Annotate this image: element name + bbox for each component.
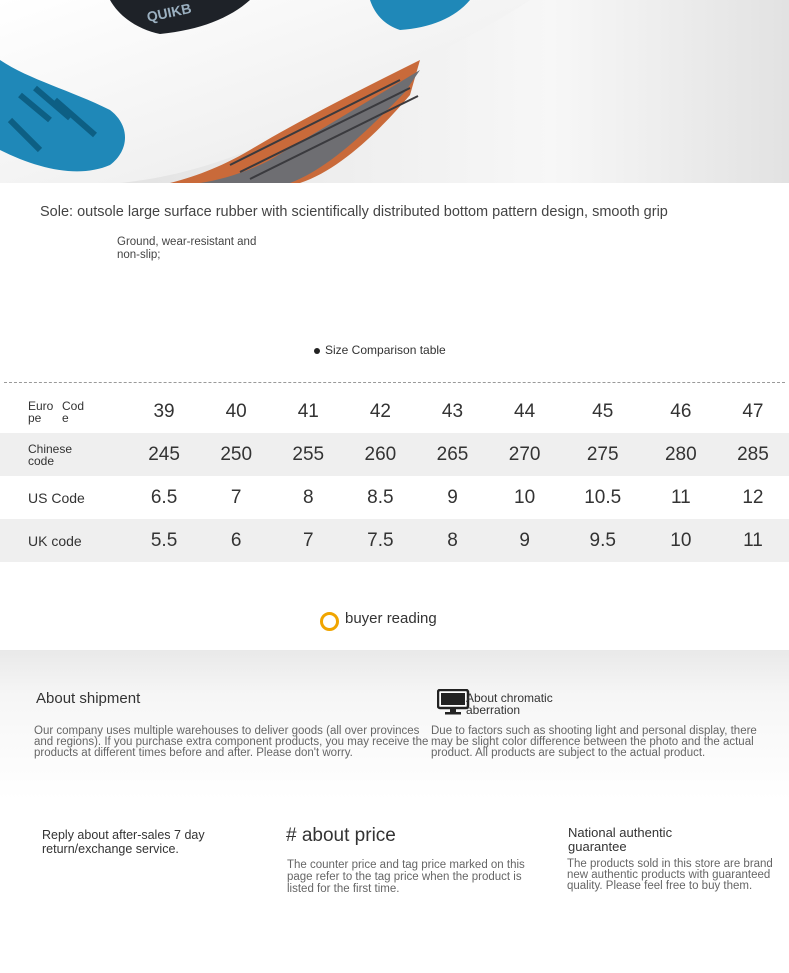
table-cell: 45 <box>592 400 614 422</box>
row-label-part: Code <box>62 398 85 425</box>
table-cell: 7 <box>230 486 242 508</box>
table-row-europe <box>0 390 789 433</box>
bullet-icon <box>314 348 320 354</box>
brand-text: QUIKB <box>145 0 193 25</box>
table-cell: 12 <box>742 486 764 508</box>
table-cell: 5.5 <box>128 519 200 562</box>
table-cell: 41 <box>297 400 319 422</box>
table-cell: 9 <box>489 519 561 562</box>
table-cell: 46 <box>670 400 692 422</box>
table-cell: 285 <box>717 433 789 476</box>
sole-description: Sole: outsole large surface rubber with scientifically distributed bottom pattern design, smooth grip <box>40 204 668 220</box>
table-cell: 255 <box>272 433 344 476</box>
table-cell: 245 <box>128 433 200 476</box>
table-cell: 47 <box>742 400 764 422</box>
table-cell: 280 <box>645 433 717 476</box>
table-cell: 6 <box>200 519 272 562</box>
table-cell: 8 <box>416 519 488 562</box>
table-cell: 10 <box>514 486 536 508</box>
table-row-us <box>0 476 789 519</box>
row-label-us: US Code <box>28 489 85 506</box>
circle-icon <box>320 612 339 631</box>
shipment-title: About shipment <box>36 690 141 707</box>
table-cell: 265 <box>416 433 488 476</box>
table-cell: 8.5 <box>367 486 394 508</box>
table-cell: 43 <box>441 400 464 422</box>
table-cell: 40 <box>225 400 247 422</box>
dashed-divider <box>4 382 785 383</box>
authentic-body: The products sold in this store are brand new authentic products with guaranteed quality. Please feel free to buy them. <box>567 858 773 892</box>
table-cell: 39 <box>153 400 175 422</box>
size-table-title-text: Size Comparison table <box>325 343 446 357</box>
size-comparison-table <box>0 390 789 562</box>
shoe-sole-photo <box>0 0 789 183</box>
table-cell: 11 <box>670 486 691 508</box>
table-cell: 6.5 <box>150 486 178 508</box>
table-cell: 42 <box>369 400 391 422</box>
table-cell: 275 <box>561 433 645 476</box>
table-cell: 9 <box>447 486 458 508</box>
row-label-uk: UK code <box>0 519 128 562</box>
shipment-body: Our company uses multiple warehouses to deliver goods (all over provinces and regions). If you purchase extra component products, you may receive the products at different times before and after. Please don't worry. <box>34 725 429 759</box>
table-cell: 9.5 <box>561 519 645 562</box>
table-cell: 11 <box>717 519 789 562</box>
table-cell: 270 <box>489 433 561 476</box>
table-row-chinese <box>0 433 789 476</box>
table-cell: 44 <box>514 400 536 422</box>
row-label-part: Europe <box>28 398 54 425</box>
table-cell: 7.5 <box>344 519 416 562</box>
table-cell: 260 <box>344 433 416 476</box>
table-cell: 250 <box>200 433 272 476</box>
sole-note: Ground, wear-resistant and non-slip; <box>117 236 257 261</box>
table-cell: 10.5 <box>584 486 622 508</box>
table-cell: 10 <box>645 519 717 562</box>
price-title: # about price <box>286 825 396 846</box>
buyer-reading-heading <box>320 610 437 631</box>
authentic-title: National authentic guarantee <box>568 825 673 854</box>
price-body: The counter price and tag price marked on this page refer to the tag price when the product is listed for the first time. <box>287 859 525 895</box>
table-row-uk <box>0 519 789 562</box>
chromatic-body: Due to factors such as shooting light and personal display, there may be slight color difference between the photo and the actual product. All products are subject to the actual product. <box>431 725 757 759</box>
table-cell: 7 <box>272 519 344 562</box>
size-table-title <box>314 343 446 357</box>
after-sales-title: Reply about after-sales 7 day return/exchange service. <box>42 828 205 856</box>
row-label-chinese: Chinese code <box>0 433 128 476</box>
table-cell: 8 <box>302 486 314 508</box>
buyer-reading-title: buyer reading <box>345 610 437 627</box>
shoe-sole-illustration <box>0 0 789 183</box>
row-label-europe <box>0 390 128 433</box>
chromatic-title: About chromatic aberration <box>466 691 553 717</box>
